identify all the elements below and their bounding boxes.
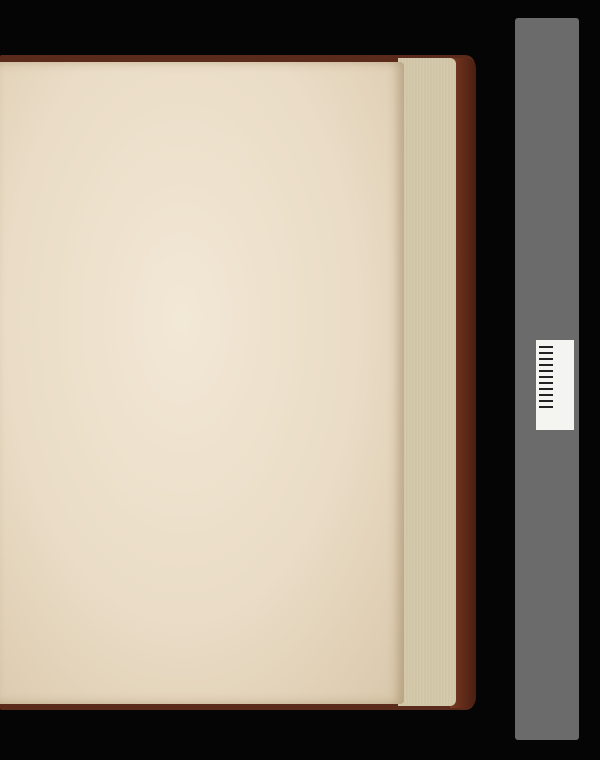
page-fore-edge — [398, 58, 456, 706]
gray-scale-tab — [536, 340, 574, 430]
book-page — [0, 62, 404, 704]
running-header — [0, 74, 404, 94]
ruler-marks — [539, 346, 553, 408]
